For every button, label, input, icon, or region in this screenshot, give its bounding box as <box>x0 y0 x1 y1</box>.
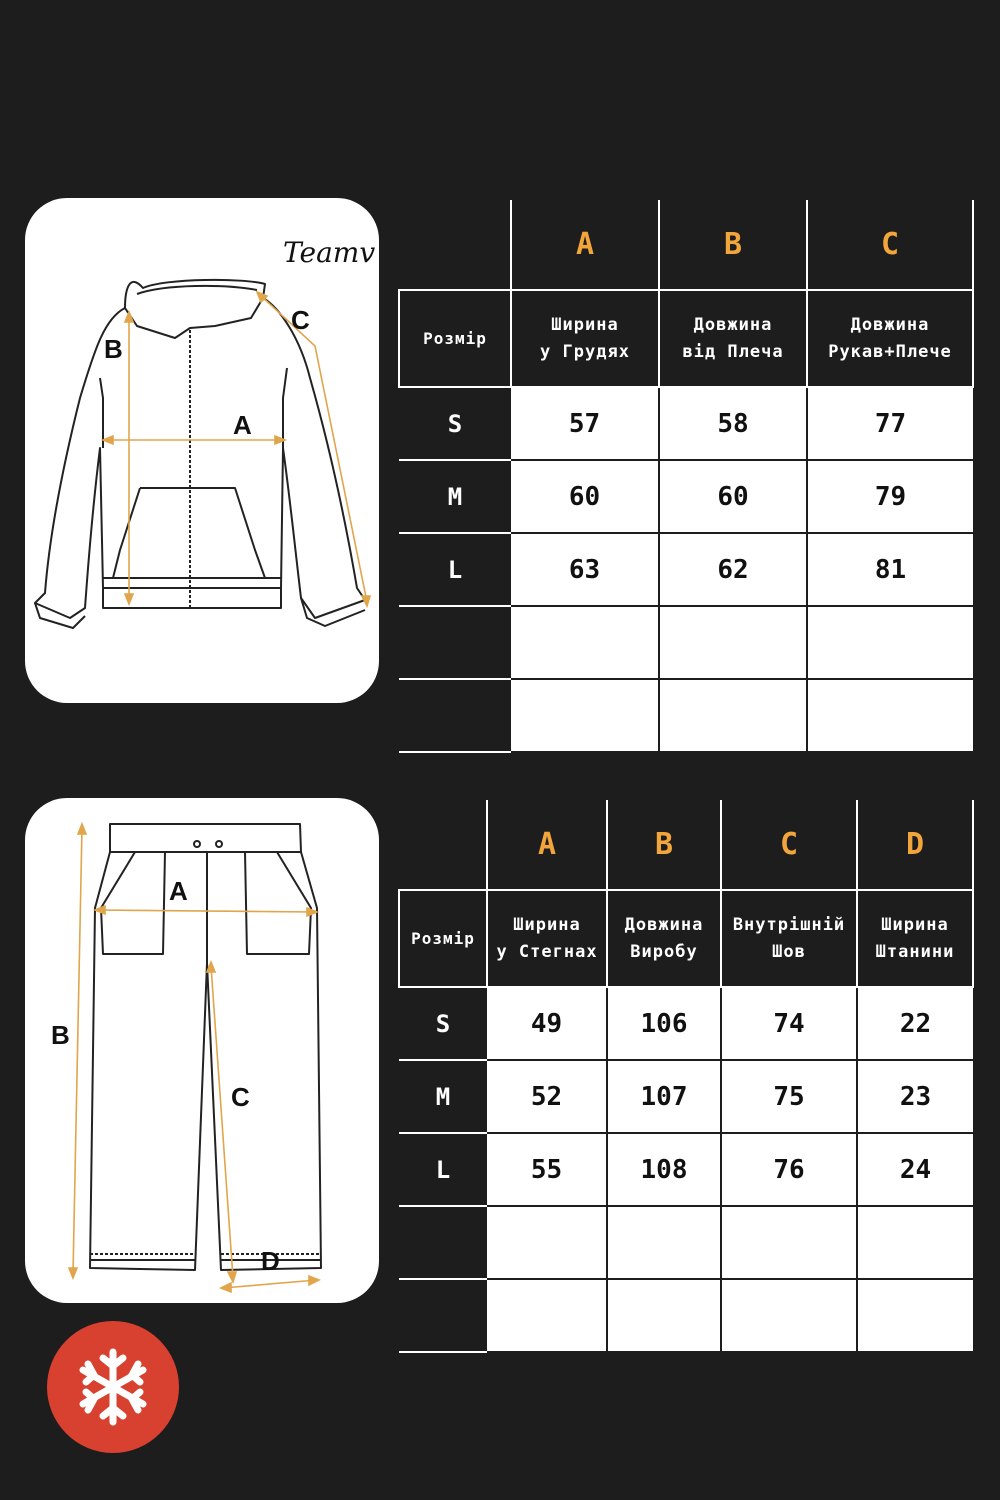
value-cell: 75 <box>721 1060 857 1133</box>
hoodie-size-table <box>398 200 974 753</box>
brand-logo: Teamv <box>283 236 376 269</box>
hoodie-diagram-card <box>25 198 379 703</box>
size-label: L <box>399 1133 487 1206</box>
size-label: M <box>399 1060 487 1133</box>
value-cell <box>607 1206 721 1279</box>
value-cell <box>807 679 973 752</box>
value-cell: 60 <box>511 460 659 533</box>
value-cell: 49 <box>487 987 607 1060</box>
hoodie-drawing <box>25 198 379 703</box>
value-cell: 81 <box>807 533 973 606</box>
column-letter-d: D <box>857 800 973 890</box>
value-cell <box>857 1206 973 1279</box>
header-hip-width: Ширина у Стегнах <box>487 890 607 987</box>
table-row <box>399 460 973 533</box>
letter-row <box>399 800 973 890</box>
value-cell: 22 <box>857 987 973 1060</box>
column-letter-a: A <box>487 800 607 890</box>
column-letter-a: A <box>511 200 659 290</box>
size-header: Розмір <box>399 890 487 987</box>
table-row <box>399 533 973 606</box>
value-cell <box>659 606 807 679</box>
size-label: L <box>399 533 511 606</box>
value-cell: 52 <box>487 1060 607 1133</box>
header-row <box>399 890 973 987</box>
header-chest-width: Ширина у Грудях <box>511 290 659 387</box>
header-inseam: Внутрішній Шов <box>721 890 857 987</box>
column-letter-b: B <box>607 800 721 890</box>
value-cell <box>659 679 807 752</box>
table-row <box>399 387 973 460</box>
size-label: M <box>399 460 511 533</box>
letter-spacer <box>399 200 511 290</box>
value-cell <box>511 679 659 752</box>
pants-label-c: C <box>231 1082 250 1112</box>
value-cell: 62 <box>659 533 807 606</box>
value-cell: 24 <box>857 1133 973 1206</box>
pants-label-d: D <box>261 1246 280 1276</box>
table-row <box>399 679 973 752</box>
pants-size-table <box>398 800 974 1353</box>
pants-label-a: A <box>169 876 188 906</box>
column-letter-c: C <box>721 800 857 890</box>
table-row <box>399 1206 973 1279</box>
hoodie-label-b: B <box>104 334 123 364</box>
value-cell <box>857 1279 973 1352</box>
value-cell: 106 <box>607 987 721 1060</box>
table-row <box>399 1279 973 1352</box>
size-label: S <box>399 387 511 460</box>
value-cell: 74 <box>721 987 857 1060</box>
table-row <box>399 606 973 679</box>
header-product-length: Довжина Виробу <box>607 890 721 987</box>
value-cell: 60 <box>659 460 807 533</box>
hoodie-label-c: C <box>291 305 310 335</box>
table-row <box>399 1133 973 1206</box>
table-row <box>399 1060 973 1133</box>
snowflake-icon <box>46 1320 180 1454</box>
pants-diagram-card <box>25 798 379 1303</box>
table-row <box>399 987 973 1060</box>
hoodie-label-a: A <box>233 410 252 440</box>
size-label <box>399 1279 487 1352</box>
header-length-shoulder: Довжина від Плеча <box>659 290 807 387</box>
size-label <box>399 1206 487 1279</box>
size-header: Розмір <box>399 290 511 387</box>
pants-label-b: B <box>51 1020 70 1050</box>
value-cell <box>721 1206 857 1279</box>
value-cell <box>721 1279 857 1352</box>
letter-row <box>399 200 973 290</box>
value-cell <box>807 606 973 679</box>
value-cell: 55 <box>487 1133 607 1206</box>
header-leg-width: Ширина Штанини <box>857 890 973 987</box>
header-sleeve-shoulder: Довжина Рукав+Плече <box>807 290 973 387</box>
value-cell <box>607 1279 721 1352</box>
size-label <box>399 679 511 752</box>
size-label <box>399 606 511 679</box>
value-cell: 77 <box>807 387 973 460</box>
letter-spacer <box>399 800 487 890</box>
value-cell: 79 <box>807 460 973 533</box>
value-cell: 58 <box>659 387 807 460</box>
value-cell: 57 <box>511 387 659 460</box>
value-cell: 107 <box>607 1060 721 1133</box>
pants-drawing <box>25 798 379 1303</box>
column-letter-b: B <box>659 200 807 290</box>
value-cell: 108 <box>607 1133 721 1206</box>
value-cell <box>487 1206 607 1279</box>
value-cell: 23 <box>857 1060 973 1133</box>
value-cell: 63 <box>511 533 659 606</box>
value-cell <box>487 1279 607 1352</box>
value-cell <box>511 606 659 679</box>
header-row <box>399 290 973 387</box>
column-letter-c: C <box>807 200 973 290</box>
value-cell: 76 <box>721 1133 857 1206</box>
size-label: S <box>399 987 487 1060</box>
